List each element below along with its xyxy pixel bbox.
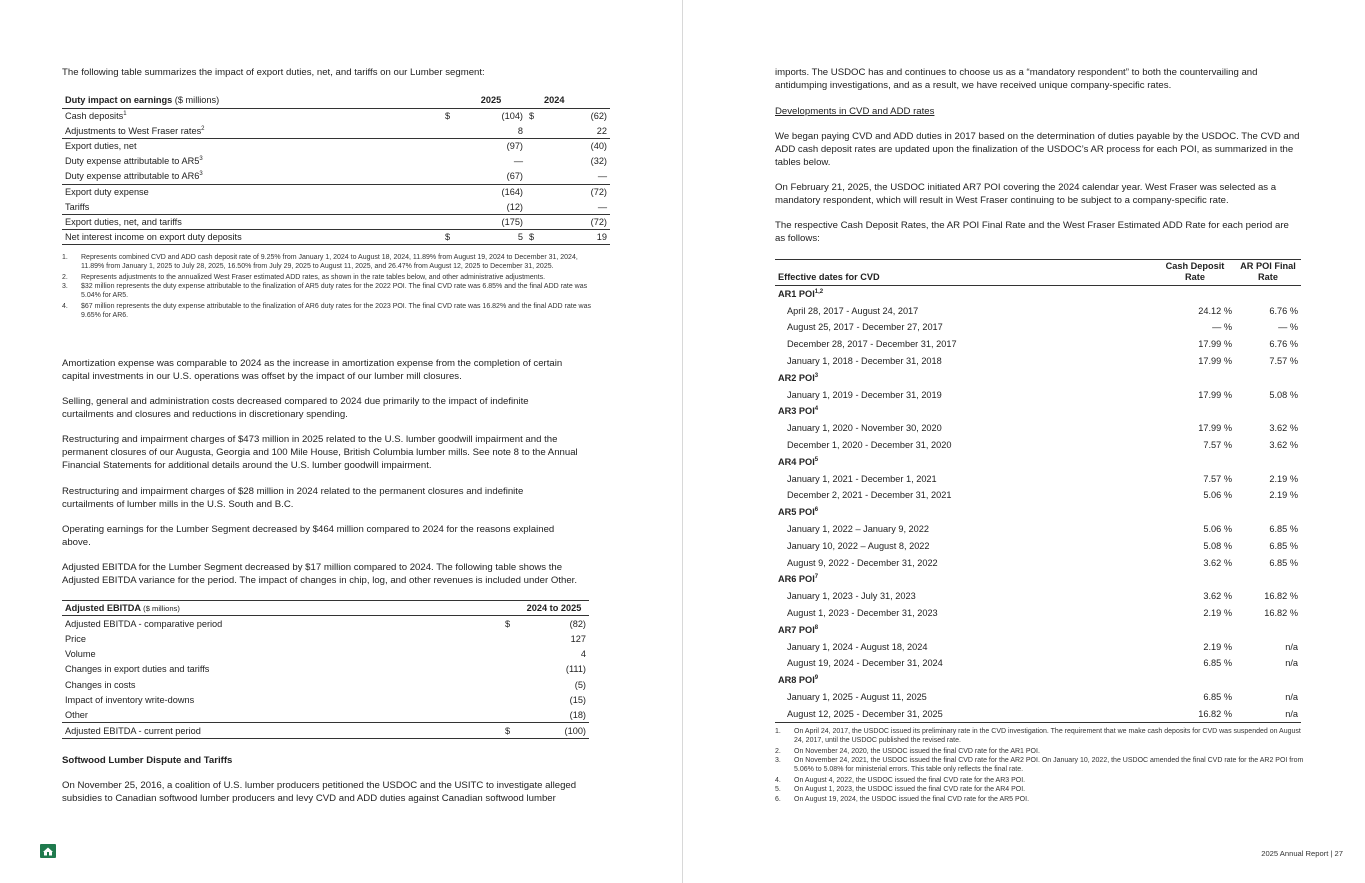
table-row xyxy=(62,139,610,154)
west-fraser-logo-icon xyxy=(40,844,56,858)
footnote xyxy=(62,273,602,282)
row-label-text: Adjustments to West Fraser rates xyxy=(65,125,202,136)
para-restructuring-2025: Restructuring and impairment charges of $473 million in 2025 related to the U.S. lumber goodwill impairment and the permanent closures of our Augusta, Georgia and 100 Mile House, British Columbia lumber mills. See note 8 to the Annual Financial Statements for additional details around the U.S. lumber goodwill impairment. xyxy=(62,434,578,471)
value-2025: (67) xyxy=(506,171,523,182)
table-row xyxy=(62,123,610,138)
footnote-number: 4. xyxy=(62,302,68,310)
currency-2024 xyxy=(526,139,538,154)
currency-2025 xyxy=(442,215,456,230)
currency-2024: $ xyxy=(529,111,535,122)
poi-name: AR2 POI xyxy=(778,372,815,383)
duty-impact-table xyxy=(62,93,610,245)
effective-dates: January 1, 2022 – January 9, 2022 xyxy=(787,524,929,535)
row-label-text: Net interest income on export duty deposits xyxy=(65,232,242,243)
value-2024: (72) xyxy=(538,184,610,199)
cash-deposit-rate: 6.85 % xyxy=(1203,658,1232,669)
footnote-text: On April 24, 2017, the USDOC issued its preliminary rate in the CVD investigation. The requirement that we make cash deposits for CVD was suspended on August 24, 2017, until the USDOC published the revised rate. xyxy=(794,728,1301,745)
final-rate: 2.19 % xyxy=(1269,490,1298,501)
footnote-number: 5. xyxy=(775,786,781,793)
row-label-text: Cash deposits xyxy=(65,111,124,122)
table-row xyxy=(62,230,610,245)
currency-2024 xyxy=(526,123,538,138)
table-row xyxy=(62,708,589,723)
row-label-text: Export duties, net xyxy=(65,141,137,152)
para-began: We began paying CVD and ADD duties in 2017 based on the determination of duties payable by the USDOC. The CVD and ADD cash deposit rates are updated upon the finalization of the USDOC’s AR process for each POI, as summarized in the tables below. xyxy=(775,131,1300,168)
table-row xyxy=(775,605,1301,622)
currency-2025 xyxy=(442,199,456,214)
currency xyxy=(502,662,522,677)
effective-dates: August 25, 2017 - December 27, 2017 xyxy=(787,322,943,333)
cash-deposit-rate: — % xyxy=(1212,322,1232,333)
table-row xyxy=(62,108,610,123)
footnote-ref: 7 xyxy=(814,574,819,581)
table-row xyxy=(775,386,1301,403)
final-rate: 6.76 % xyxy=(1269,339,1298,350)
cash-deposit-rate: 5.06 % xyxy=(1203,490,1232,501)
footnote-ref: 3 xyxy=(199,171,203,178)
row-label-text: Export duty expense xyxy=(65,186,149,197)
value-2025: — xyxy=(513,156,523,167)
row-label xyxy=(62,108,442,123)
table-row xyxy=(775,420,1301,437)
footnote xyxy=(62,282,602,301)
table-row xyxy=(775,470,1301,487)
poi-name: AR5 POI xyxy=(778,507,815,518)
table-row xyxy=(775,521,1301,538)
value-2025: (12) xyxy=(506,201,523,212)
footnote-number: 1. xyxy=(62,254,68,261)
footnote-ref: 4 xyxy=(814,406,819,413)
poi-name: AR1 POI xyxy=(778,289,815,300)
value-2024: (40) xyxy=(538,139,610,154)
effective-dates: August 19, 2024 - December 31, 2024 xyxy=(787,658,943,669)
softwood-heading: Softwood Lumber Dispute and Tariffs xyxy=(62,755,233,766)
value-2024: (72) xyxy=(538,215,610,230)
cash-deposit-rate: 5.08 % xyxy=(1203,540,1232,551)
footnote-ref: 2 xyxy=(201,125,205,132)
para-amortization: Amortization expense was comparable to 2024 as the increase in amortization expense from the completion of certain capital investments in our U.S. operations was offset by the impact of our lumber mill closures. xyxy=(62,358,563,382)
currency: $ xyxy=(502,723,522,738)
effective-dates: April 28, 2017 - August 24, 2017 xyxy=(787,305,919,316)
poi-group-row xyxy=(775,403,1301,420)
footnote-ref: 8 xyxy=(814,624,819,631)
table-row xyxy=(775,588,1301,605)
row-label-text: Duty expense attributable to AR5 xyxy=(65,156,200,167)
duty-table-units: ($ millions) xyxy=(172,95,220,106)
table-row xyxy=(62,215,610,230)
final-rate: 7.57 % xyxy=(1269,356,1298,367)
poi-group-label xyxy=(775,504,1301,521)
value-2025: (97) xyxy=(456,139,526,154)
poi-group-row xyxy=(775,369,1301,386)
col-2025: 2025 xyxy=(456,93,526,108)
currency-2025 xyxy=(442,184,456,199)
col-cash-deposit-line1: Cash Deposit xyxy=(1165,261,1225,271)
footnote xyxy=(775,776,1305,785)
col-effective-dates: Effective dates for CVD xyxy=(775,260,1155,286)
footnote-ref: 5 xyxy=(814,456,819,463)
poi-group-label xyxy=(775,672,1301,689)
variance-value: (15) xyxy=(569,694,586,705)
poi-group-label xyxy=(775,571,1301,588)
currency-2024 xyxy=(526,199,538,214)
col-final-rate-line1: AR POI Final xyxy=(1240,261,1296,271)
row-label-text: Tariffs xyxy=(65,201,90,212)
page-footer: 2025 Annual Report | 27 xyxy=(1261,849,1343,858)
footnote-text: On August 1, 2023, the USDOC issued the final CVD rate for the AR4 POI. xyxy=(794,786,1026,793)
footnote xyxy=(62,253,602,272)
value-2025: 8 xyxy=(517,125,523,136)
table-row xyxy=(775,705,1301,722)
footnote xyxy=(775,785,1305,794)
cvd-table-header xyxy=(775,260,1301,286)
value-2024: (62) xyxy=(590,111,607,122)
duty-table-title: Duty impact on earnings xyxy=(65,95,173,106)
poi-name: AR8 POI xyxy=(778,675,815,686)
cash-deposit-rate: 7.57 % xyxy=(1203,473,1232,484)
currency-2024 xyxy=(526,215,538,230)
currency xyxy=(502,631,522,646)
effective-dates: December 28, 2017 - December 31, 2017 xyxy=(787,339,957,350)
poi-name: AR4 POI xyxy=(778,456,815,467)
para-sga: Selling, general and administration costs decreased compared to 2024 due primarily to the impact of indefinite curtailments and closures and reductions in discretionary spending. xyxy=(62,396,529,420)
cash-deposit-rate: 2.19 % xyxy=(1203,608,1232,619)
final-rate: — % xyxy=(1278,322,1298,333)
table-row xyxy=(62,199,610,214)
ebitda-table-header xyxy=(62,601,589,616)
row-label xyxy=(62,169,442,184)
cash-deposit-rate: 7.57 % xyxy=(1203,440,1232,451)
variance-value: (5) xyxy=(574,679,586,690)
cvd-rates-table xyxy=(775,259,1301,723)
footnote-text: On November 24, 2020, the USDOC issued the final CVD rate for the AR1 POI. xyxy=(794,747,1040,755)
table-row xyxy=(62,184,610,199)
cash-deposit-rate: 6.85 % xyxy=(1203,692,1232,703)
effective-dates: January 10, 2022 – August 8, 2022 xyxy=(787,540,930,551)
effective-dates: August 9, 2022 - December 31, 2022 xyxy=(787,557,938,568)
footnote-number: 6. xyxy=(775,795,781,803)
cash-deposit-rate: 3.62 % xyxy=(1203,591,1232,602)
effective-dates: December 2, 2021 - December 31, 2021 xyxy=(787,490,952,501)
currency xyxy=(502,646,522,661)
final-rate: 6.76 % xyxy=(1269,305,1298,316)
cash-deposit-rate: 16.82 % xyxy=(1155,705,1235,722)
final-rate: 6.85 % xyxy=(1269,524,1298,535)
table-row xyxy=(775,689,1301,706)
effective-dates: January 1, 2018 - December 31, 2018 xyxy=(787,356,942,367)
duty-table-header xyxy=(62,93,610,108)
footnote-number: 3. xyxy=(775,757,781,764)
footnote-text: Represents combined CVD and ADD cash deposit rate of 9.25% from January 1, 2024 to August 18, 2024, 11.89% from August 19, 2024 to December 31, 2024, 11.89% from January 1, 2025 to July 28, 2025, 16.50% from July 29, 2025 to August 11, 2025, and 26.47% from August 12, 2025 to December 31, 2025. xyxy=(81,254,578,271)
variance-value: 127 xyxy=(570,633,586,644)
table-row xyxy=(775,554,1301,571)
variance-value: 4 xyxy=(580,649,586,660)
poi-name: AR6 POI xyxy=(778,574,815,585)
poi-group-label xyxy=(775,403,1301,420)
footnote-number: 2. xyxy=(62,273,68,281)
currency-2024: $ xyxy=(526,230,538,245)
table-row xyxy=(62,169,610,184)
footnote-number: 1. xyxy=(775,728,781,735)
row-label xyxy=(62,215,442,230)
poi-name: AR3 POI xyxy=(778,406,815,417)
row-label: Changes in export duties and tariffs xyxy=(65,664,210,675)
final-rate: n/a xyxy=(1285,641,1298,652)
currency-2025 xyxy=(442,169,456,184)
footnote-text: On November 24, 2021, the USDOC issued the final CVD rate for the AR2 POI. On January 10, 2022, the USDOC amended the final CVD rate for the AR2 POI from 5.06% to 5.08% for ministerial errors. This table only reflects the final rate. xyxy=(794,757,1304,774)
poi-group-row xyxy=(775,504,1301,521)
poi-group-label xyxy=(775,369,1301,386)
table-row xyxy=(775,487,1301,504)
footnote xyxy=(775,795,1305,804)
currency-2025 xyxy=(442,154,456,169)
effective-dates: January 1, 2021 - December 1, 2021 xyxy=(787,473,937,484)
currency-2024 xyxy=(526,154,538,169)
footnote-number: 3. xyxy=(62,283,68,290)
footnote-number: 4. xyxy=(775,776,781,784)
para-restructuring-2024: Restructuring and impairment charges of $28 million in 2024 related to the permanent closures and indefinite curtailments of lumber mills in the U.S. South and B.C. xyxy=(62,486,524,510)
currency-2025 xyxy=(442,139,456,154)
value-2024: — xyxy=(597,201,607,212)
col-2024-to-2025: 2024 to 2025 xyxy=(502,601,589,616)
currency-2024 xyxy=(526,169,538,184)
table-row xyxy=(62,154,610,169)
variance-value: (111) xyxy=(565,664,586,675)
footnote-number: 2. xyxy=(775,747,781,755)
row-label: Volume xyxy=(65,649,96,660)
table-row xyxy=(62,662,589,677)
final-rate: 6.85 % xyxy=(1269,540,1298,551)
cash-deposit-rate: 17.99 % xyxy=(1198,423,1232,434)
table-row xyxy=(62,616,589,631)
effective-dates: January 1, 2020 - November 30, 2020 xyxy=(787,423,942,434)
footnote xyxy=(775,727,1305,746)
row-label xyxy=(62,123,442,138)
poi-name: AR7 POI xyxy=(778,624,815,635)
variance-value: (100) xyxy=(522,723,589,738)
final-rate: n/a xyxy=(1285,692,1298,703)
currency-2024 xyxy=(526,184,538,199)
table-row xyxy=(62,646,589,661)
footnote-ref: 6 xyxy=(814,507,819,514)
row-label xyxy=(62,154,442,169)
effective-dates: August 1, 2023 - December 31, 2023 xyxy=(787,608,938,619)
footnote xyxy=(775,756,1305,775)
row-label xyxy=(62,139,442,154)
final-rate: 6.85 % xyxy=(1269,557,1298,568)
table-row xyxy=(775,437,1301,454)
cash-deposit-rate: 17.99 % xyxy=(1198,389,1232,400)
final-rate: 3.62 % xyxy=(1269,440,1298,451)
poi-group-label xyxy=(775,621,1301,638)
poi-group-row xyxy=(775,672,1301,689)
col-2024: 2024 xyxy=(538,93,610,108)
currency-2025: $ xyxy=(442,230,456,245)
variance-value: (18) xyxy=(569,709,586,720)
ebitda-table-title: Adjusted EBITDA xyxy=(65,603,142,614)
footnote-text: $67 million represents the duty expense attributable to the finalization of AR6 duty rates for the 2023 POI. The final CVD rate was 16.82% and the final ADD rate was 9.65% for AR6. xyxy=(81,302,591,319)
poi-group-row xyxy=(775,571,1301,588)
ebitda-table-units: ($ millions) xyxy=(141,604,180,614)
footnote-ref: 3 xyxy=(199,156,203,163)
final-rate: n/a xyxy=(1285,658,1298,669)
effective-dates: January 1, 2024 - August 18, 2024 xyxy=(787,641,928,652)
effective-dates: January 1, 2019 - December 31, 2019 xyxy=(787,389,942,400)
value-2024: 22 xyxy=(596,125,607,136)
footnote-text: $32 million represents the duty expense attributable to the finalization of AR5 duty rates for the 2022 POI. The final CVD rate was 6.85% and the final ADD rate was 5.04% for AR5. xyxy=(81,283,588,300)
para-ebitda: Adjusted EBITDA for the Lumber Segment decreased by $17 million compared to 2024. The following table shows the Adjusted EBITDA variance for the period. The impact of changes in chip, log, and other revenues is included under Other. xyxy=(62,562,577,586)
row-label: Impact of inventory write-downs xyxy=(65,694,195,705)
row-label xyxy=(62,199,442,214)
duty-intro: The following table summarizes the impact of export duties, net, and tariffs on our Lumber segment: xyxy=(62,67,485,78)
currency xyxy=(502,677,522,692)
table-row xyxy=(775,638,1301,655)
table-row xyxy=(62,692,589,707)
ebitda-table xyxy=(62,600,589,739)
row-label-text: Export duties, net, and tariffs xyxy=(65,217,182,228)
currency-2025: $ xyxy=(445,111,451,122)
poi-group-row xyxy=(775,286,1301,303)
effective-dates: January 1, 2023 - July 31, 2023 xyxy=(787,591,916,602)
cash-deposit-rate: 24.12 % xyxy=(1198,305,1232,316)
col-final-rate-line2: Rate xyxy=(1258,272,1278,282)
footnote-text: On August 4, 2022, the USDOC issued the final CVD rate for the AR3 POI. xyxy=(794,776,1026,784)
effective-dates: December 1, 2020 - December 31, 2020 xyxy=(787,440,952,451)
para-respective: The respective Cash Deposit Rates, the AR POI Final Rate and the West Fraser Estimated ADD Rate for each period are as follows: xyxy=(775,220,1289,244)
value-2024: 19 xyxy=(538,230,610,245)
poi-group-label xyxy=(775,286,1301,303)
row-label-text: Duty expense attributable to AR6 xyxy=(65,171,200,182)
table-row xyxy=(775,537,1301,554)
currency-2025 xyxy=(442,123,456,138)
currency xyxy=(502,692,522,707)
para-operating: Operating earnings for the Lumber Segment decreased by $464 million compared to 2024 for the reasons explained above. xyxy=(62,524,555,548)
table-row xyxy=(775,319,1301,336)
footnote xyxy=(775,747,1305,756)
final-rate: 5.08 % xyxy=(1269,389,1298,400)
footnote-ref: 3 xyxy=(814,372,819,379)
final-rate: 16.82 % xyxy=(1264,591,1298,602)
cash-deposit-rate: 17.99 % xyxy=(1198,339,1232,350)
poi-group-row xyxy=(775,621,1301,638)
table-row xyxy=(62,631,589,646)
value-2025: (104) xyxy=(501,111,523,122)
footnote-ref: 9 xyxy=(814,675,819,682)
effective-dates: August 12, 2025 - December 31, 2025 xyxy=(775,705,1155,722)
final-rate: n/a xyxy=(1235,705,1301,722)
para-february: On February 21, 2025, the USDOC initiated AR7 POI covering the 2024 calendar year. West Fraser was selected as a mandatory respondent, which will result in West Fraser continuing to be subject to a company-specific rate. xyxy=(775,182,1277,206)
row-label xyxy=(62,184,442,199)
variance-value: (82) xyxy=(569,618,586,629)
cash-deposit-rate: 3.62 % xyxy=(1203,557,1232,568)
cash-deposit-rate: 2.19 % xyxy=(1203,641,1232,652)
value-2024: — xyxy=(597,171,607,182)
col-final-rate xyxy=(1235,260,1301,286)
table-row xyxy=(775,302,1301,319)
poi-group-row xyxy=(775,453,1301,470)
final-rate: 2.19 % xyxy=(1269,473,1298,484)
value-2025: (175) xyxy=(456,215,526,230)
para-softwood: On November 25, 2016, a coalition of U.S. lumber producers petitioned the USDOC and the USITC to investigate alleged subsidies to Canadian softwood lumber producers and levy CVD and ADD duties against Canadian softwood lumber xyxy=(62,780,577,804)
footnote-ref: 1,2 xyxy=(814,289,824,296)
footnote-text: Represents adjustments to the annualized West Fraser estimated ADD rates, as shown in the rate tables below, and other administrative adjustments. xyxy=(81,273,546,281)
developments-heading: Developments in CVD and ADD rates xyxy=(775,106,935,117)
poi-group-label xyxy=(775,453,1301,470)
table-row xyxy=(775,336,1301,353)
table-row xyxy=(775,655,1301,672)
final-rate: 3.62 % xyxy=(1269,423,1298,434)
table-row xyxy=(62,723,589,738)
final-rate: 16.82 % xyxy=(1264,608,1298,619)
row-label: Adjusted EBITDA - comparative period xyxy=(65,618,223,629)
table-row xyxy=(62,677,589,692)
currency: $ xyxy=(505,618,511,629)
value-2024: (32) xyxy=(590,156,607,167)
footnote-ref: 1 xyxy=(123,110,127,117)
value-2025: 5 xyxy=(456,230,526,245)
value-2025: (164) xyxy=(456,184,526,199)
effective-dates: January 1, 2025 - August 11, 2025 xyxy=(787,692,927,703)
para-imports: imports. The USDOC has and continues to choose us as a “mandatory respondent” to both the countervailing and antidumping investigations, and as a result, we have received unique company-specific rates. xyxy=(775,67,1258,91)
row-label: Other xyxy=(65,709,88,720)
row-label: Price xyxy=(65,633,86,644)
row-label xyxy=(62,230,442,245)
cash-deposit-rate: 17.99 % xyxy=(1198,356,1232,367)
footnote xyxy=(62,302,602,321)
row-label: Changes in costs xyxy=(65,679,136,690)
cash-deposit-rate: 5.06 % xyxy=(1203,524,1232,535)
footnote-text: On August 19, 2024, the USDOC issued the final CVD rate for the AR5 POI. xyxy=(794,795,1030,803)
col-cash-deposit-line2: Rate xyxy=(1185,272,1205,282)
currency xyxy=(502,708,522,723)
row-label: Adjusted EBITDA - current period xyxy=(62,723,502,738)
table-row xyxy=(775,353,1301,370)
col-cash-deposit xyxy=(1155,260,1235,286)
